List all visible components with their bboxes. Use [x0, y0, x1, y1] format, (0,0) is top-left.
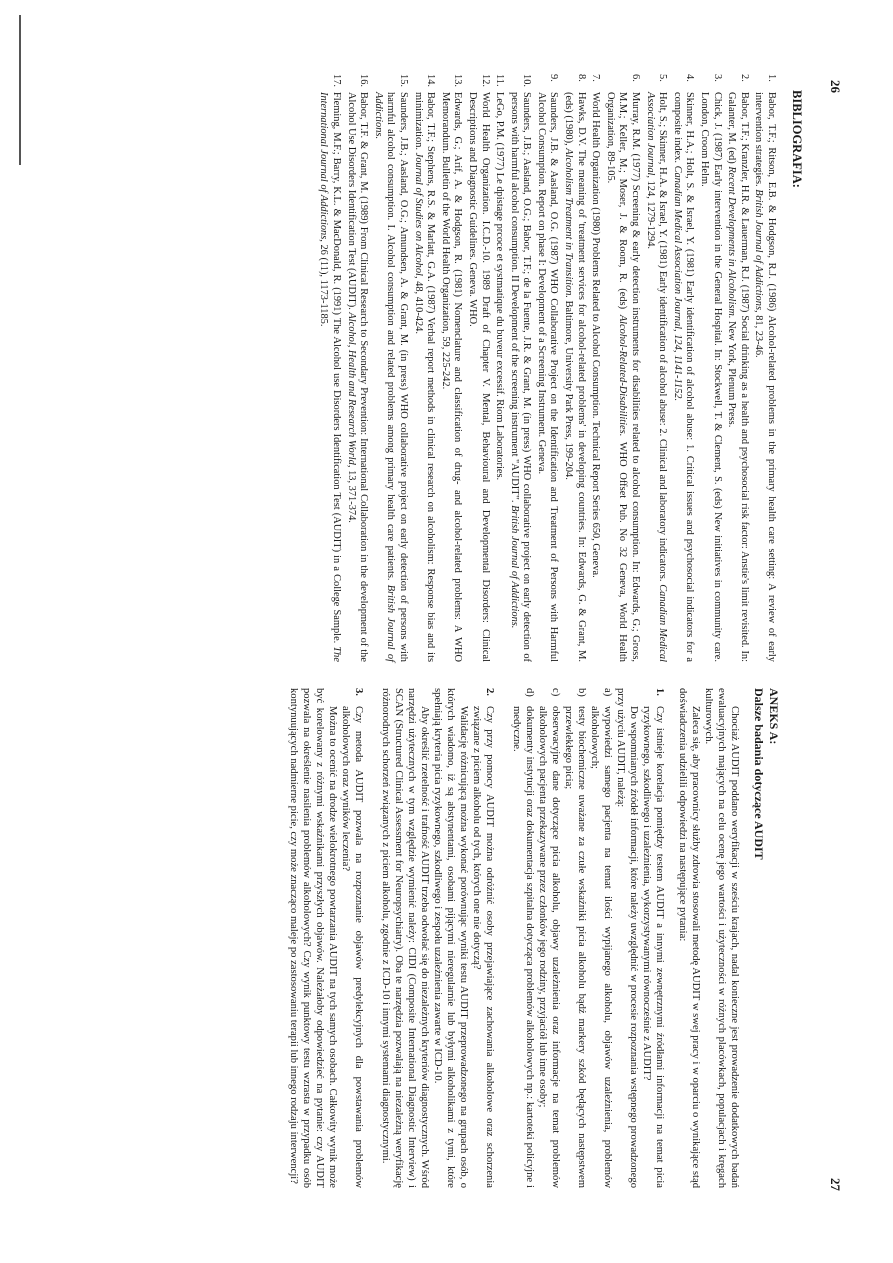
- entry-journal: Alcohol-Related-Disabilities.: [617, 314, 629, 437]
- bibliography-heading: BIBLIOGRAFIA:: [790, 90, 804, 188]
- bibliography-entry: [603, 74, 641, 662]
- entry-journal: British Journal of Addictions.: [508, 505, 520, 629]
- entry-tail: 48, 410-424.: [412, 278, 424, 334]
- entry-text: Fleming, M.F.; Barry, K.L. & MacDonald, R. (1991) The Alcohol use Disorders Identification Test (AUDIT) in a College Sample.: [331, 92, 342, 647]
- list-item-label: c): [550, 688, 561, 697]
- entry-text: LeGo, P.M. (1977) Le dpistage prcoce et systmatique du buveur excessif. Riom Laboratories.: [494, 92, 506, 481]
- entry-journal: The International Journal of Addictions,: [318, 92, 342, 662]
- list-item-label: d): [524, 688, 535, 697]
- list-item-text: obserwacyjne dane dotyczące picia alkoholu, objawy uzależnienia oraz informacje na temat problemów alkoholowych pacjenta przekazywane przez członków jego rodziny, przyjaciół lub inne osoby;: [537, 706, 561, 1188]
- entry-journal: Canadian Medical Association Journal, 124, 1141-1152.: [671, 165, 683, 402]
- bibliography-entry: [670, 74, 695, 662]
- entry-number: 12.: [479, 74, 491, 87]
- bibliography-entry: [493, 74, 506, 662]
- bibliography-entry: [752, 74, 777, 662]
- entry-text: Holt, S.; Skinner, H.A. & Israel, Y. (1981) Early identification of alcohol abuse: 2. Clinical and laboratory indicators.: [657, 92, 669, 585]
- bibliography-entry: [507, 74, 532, 662]
- bibliography-entry: [562, 74, 587, 662]
- entry-number: 14.: [425, 74, 437, 87]
- question-1-paragraph: Do wspomnianych źródeł informacji, które należy uwzględnić w procesie rozpoznania wstępnego prowadzonego przy użyciu AUDIT, należą:: [615, 688, 639, 1188]
- entry-number: 1.: [766, 74, 777, 82]
- entry-number: 10.: [521, 74, 533, 87]
- entry-number: 4.: [684, 74, 696, 82]
- entry-number: 2.: [738, 74, 750, 82]
- question-2-paragraph-2: Aby określić rzetelność i trafność AUDIT trzeba odwołać się do niezależnych kryteriów diagnostycznych. Wśród narzędzi użytecznych w tym względzie wymienić należy: CIDI (Composite International Diagnostic Interview) i SCAN (Structured Clinical Assessment for Neuropsychiatry). Oba te narzędzia pozwalają na niezależną weryfikację różnorodnych schorzeń związanych z piciem alkoholu, zgodnie z ICD-10 i innymi systemami diagnostycznymi.: [380, 688, 430, 1188]
- bibliography-entry: [371, 74, 409, 662]
- entry-number: 3.: [711, 74, 723, 82]
- question-number: 1.: [654, 688, 665, 696]
- entry-number: 9.: [548, 74, 560, 82]
- bibliography-entry: [317, 74, 342, 662]
- entry-number: 16.: [358, 74, 370, 87]
- entry-text: Edwards, G.; Arif, A. & Hodgson, R. (1981) Nomenclature and classification of drug- and alcohol-related problems: A WHO Memorandum. Bulletin of the World Health Organization, 59, 225-242.: [439, 92, 464, 662]
- annex-title: ANEKS A:: [767, 688, 781, 745]
- bibliography-entry: [697, 74, 722, 662]
- entry-number: 17.: [331, 74, 342, 87]
- question-number: 2.: [484, 688, 495, 696]
- entry-text: Babor, T.F.; Ritson, E.B. & Hodgson, R.J. (1986) Alcohol-related problems in the primary health care setting: A review of early intervention strategies.: [753, 92, 777, 662]
- page-number-left: 26: [828, 80, 843, 93]
- annex-subtitle: Dalsze badania dotyczące AUDIT: [752, 688, 766, 860]
- entry-text: Hawks, D.V. The meaning of 'treatment services for alcohol-related problems' in developing countries. In: Edwards, G. & Grant, M. (eds) (1980),: [563, 92, 587, 662]
- list-item: [510, 688, 536, 1188]
- entry-text: Saunders, J.B.; Aasland, O.G.; Babor, T.F.; de la Fuente, J.R. & Grant, M. (in press) WHO collaborative project on early detection of persons with harmful alcohol consumption. II Development of the screening instrument "AUDIT".: [508, 92, 533, 662]
- entry-number: 15.: [397, 74, 409, 87]
- entry-number: 13.: [452, 74, 464, 87]
- list-item-text: dokumenty instytucji oraz dokumentacja szpitalna dotycząca problemów alkoholowych np.: kartoteki policyjne i medyczne.: [511, 706, 535, 1188]
- bibliography-entry: [438, 74, 463, 662]
- bibliography-entry: [643, 74, 668, 662]
- bibliography-entry: [725, 74, 750, 662]
- entry-tail: 81, 23-46.: [753, 312, 765, 358]
- list-item: [562, 688, 588, 1188]
- bibliography-entry: [465, 74, 490, 662]
- list-item-label: b): [576, 688, 587, 697]
- bibliography-entry: [411, 74, 436, 662]
- entry-text: Skinner, H.A.; Holt, S. & Israel, Y. (1981) Early identification of alcohol abuse: 1. Critical issues and psychosocial indicators for a composite index.: [671, 92, 696, 662]
- entry-journal: Recent Developments in Alcoholism.: [726, 166, 738, 319]
- entry-journal: Journal of Studies on Alcohol,: [412, 152, 424, 279]
- question-2: [470, 688, 496, 1188]
- question-number: 3.: [353, 688, 364, 696]
- question-3: [339, 688, 365, 1188]
- entry-journal: Alcoholism Treatment in Transition.: [563, 148, 575, 298]
- bibliography-entry: [344, 74, 369, 662]
- entry-journal: Canadian Medical Association Journal,: [644, 92, 669, 662]
- entry-tail: 124, 1279-1294.: [644, 178, 656, 250]
- bibliography-entry: [589, 74, 602, 662]
- entry-text: World Health Organization. I.C.D.-10. 1989 Draft of Chapter V. Mental, Behavioural and Developmental Disorders: Clinical Descriptions and Diagnostic Guidelines. Geneva. WHO.: [466, 92, 491, 662]
- entry-journal: British Journal of Addictions.: [372, 92, 397, 662]
- list-item-text: testy biochemiczne uważane za czułe wskaźniki picia alkoholu bądź markery szkód będących następstwem przewlekłego picia;: [563, 706, 587, 1188]
- page-number-right: 27: [828, 1178, 843, 1191]
- question-text: Czy przy pomocy AUDIT można odróżnić osoby przejawiające zachowania alkoholowe oraz schorzenia związane z piciem alkoholu od tych, których one nie dotyczą?: [471, 706, 495, 1188]
- list-item-text: wypowiedzi samego pacjenta na temat ilości wypijanego alkoholu, objawów uzależnienia, problemów alkoholowych;: [589, 706, 613, 1188]
- question-text: Czy metoda AUDIT pozwala na rozpoznanie objawów predylekcyjnych dla powstawania problemów alkoholowych oraz wyników leczenia?: [340, 706, 364, 1188]
- entry-journal: British Journal of Addictions,: [753, 189, 765, 313]
- intro-paragraph-2: Zaleca się, aby pracownicy służby zdrowia stosowali metodę AUDIT w swej pracy i w oparciu o wynikające stąd doświadczenia udzielili odpowiedzi na następujące pytania:: [677, 688, 701, 1188]
- annex-section: [287, 688, 781, 1188]
- question-3-paragraph: Można to ocenić na drodze wielokrotnego powtarzania AUDIT na tych samych osobach. Całkowity wynik może być korelowany z różnymi wskaźnikami przyszłych objawów. Należałoby odpowiedzieć na pytanie: czy AUDIT pozwala na określenie nasilenia problemów alkoholowych? Czy wynik punktowy testu wzrasta w przypadku osób kontynuujących nadmierne picie, czy może znacząco maleje po zastosowaniu terapii lub innego rodzaju interwencji?: [288, 688, 338, 1188]
- question-text: Czy istnieje korelacja pomiędzy testem AUDIT a innymi zewnętrznymi źródłami informacji na temat picia ryzykownego, szkodliwego i uzależnienia, wykorzystywanymi równocześnie z AUDIT?: [641, 706, 665, 1188]
- entry-text: Saunders, J.B. & Aasland, O.G. (1987) WHO Collaborative Project on the Identification and Treatment of Persons with Harmful Alcohol Consumption. Report on phase I: Development of a Screening Instrument. Geneva.: [535, 92, 560, 662]
- entry-number: 8.: [575, 74, 587, 82]
- entry-text: World Health Organization (1980) Problems Related to Alcohol Consumption. Technical Report Series 650, Geneva.: [590, 92, 602, 578]
- entry-number: 7.: [590, 74, 602, 82]
- entry-text: Murray, R.M. (1977) Screening & early detection instruments for disabilities related to alcohol consumption. In: Edwards, G.; Gross, M.M.; Keller, M.; Moser, J. & Room, R. (eds): [617, 92, 642, 662]
- entry-journal: Alcohol, Health and Research World,: [345, 312, 357, 468]
- question-2-paragraph-1: Walidację różnicującą można wykonać porównując wyniki testu AUDIT przeprowadzonego na grupach osób, o których wiadomo, iż są abstynentami, osobami pijącymi nieregularnie lub byłymi alkoholikami z tymi, które spełniają kryteria picia ryzykownego, szkodliwego i zespołu uzależnienia zawarte w ICD-10.: [432, 688, 469, 1188]
- entry-tail: WHO Offset Pub. No 32 Geneva, World Health Organization, 89-105.: [604, 92, 629, 663]
- intro-paragraph-1: Chociaż AUDIT poddano weryfikacji w sześciu krajach, nadal konieczne jest prowadzenie dodatkowych badań ewaluacyjnych mających na celu ocenę jego wartości i użyteczności w różnych placówkach, populacjach i kręgach kulturowych.: [703, 688, 740, 1188]
- entry-number: 5.: [657, 74, 669, 82]
- question-1: [640, 688, 666, 1188]
- entry-text: Saunders, J.B.; Aasland, O.G.; Amundsen, A. & Grant, M. (in press) WHO collaborative project on early detection of persons with harmful alcohol consumption. I. Alcohol consumption and related problems among primary health care patients.: [385, 92, 409, 662]
- entry-tail: Baltimore, University Park Press, 199-204.: [563, 298, 575, 480]
- list-item-label: a): [602, 688, 613, 697]
- entry-tail: 26 (11), 1173-1185.: [318, 241, 330, 327]
- list-item: [536, 688, 562, 1188]
- entry-number: 11.: [494, 74, 506, 87]
- entry-text: Babor, T.F. & Grant, M. (1989) From Clinical Research to Secondary Prevention: International Collaboration in the development of the Alcohol Use Disorders Identification Test (AUDIT).: [345, 92, 370, 662]
- entry-number: 6.: [630, 74, 642, 82]
- question-1-sources-list: [510, 688, 614, 1188]
- scan-edge-line: [20, 15, 22, 165]
- bibliography-entry: [534, 74, 559, 662]
- bibliography-list: [315, 74, 777, 662]
- entry-text: Babor, T.F.; Kranzler, H.R. & Lauerman, R.J. (1987) Social drinking as a health and psychosocial risk factor: Anstie's limit revisited. In: Galanter, M. (ed): [726, 92, 750, 662]
- entry-text: Babor, T.F.; Stephens, R.S. & Marlatt, G.A. (1987) Verbal report methods in clinical research on alcoholism: Response bias and its minimization.: [412, 92, 437, 662]
- entry-tail: 13, 371-374.: [345, 467, 357, 523]
- list-item: [588, 688, 614, 1188]
- entry-tail: New York, Plenum Press.: [726, 318, 738, 428]
- entry-text: Chick, J. (1987) Early intervention in the General Hospital. In: Stockwell, T. & Clement, S. (eds) New initiatives in community care. London, Croom Helm.: [699, 92, 723, 662]
